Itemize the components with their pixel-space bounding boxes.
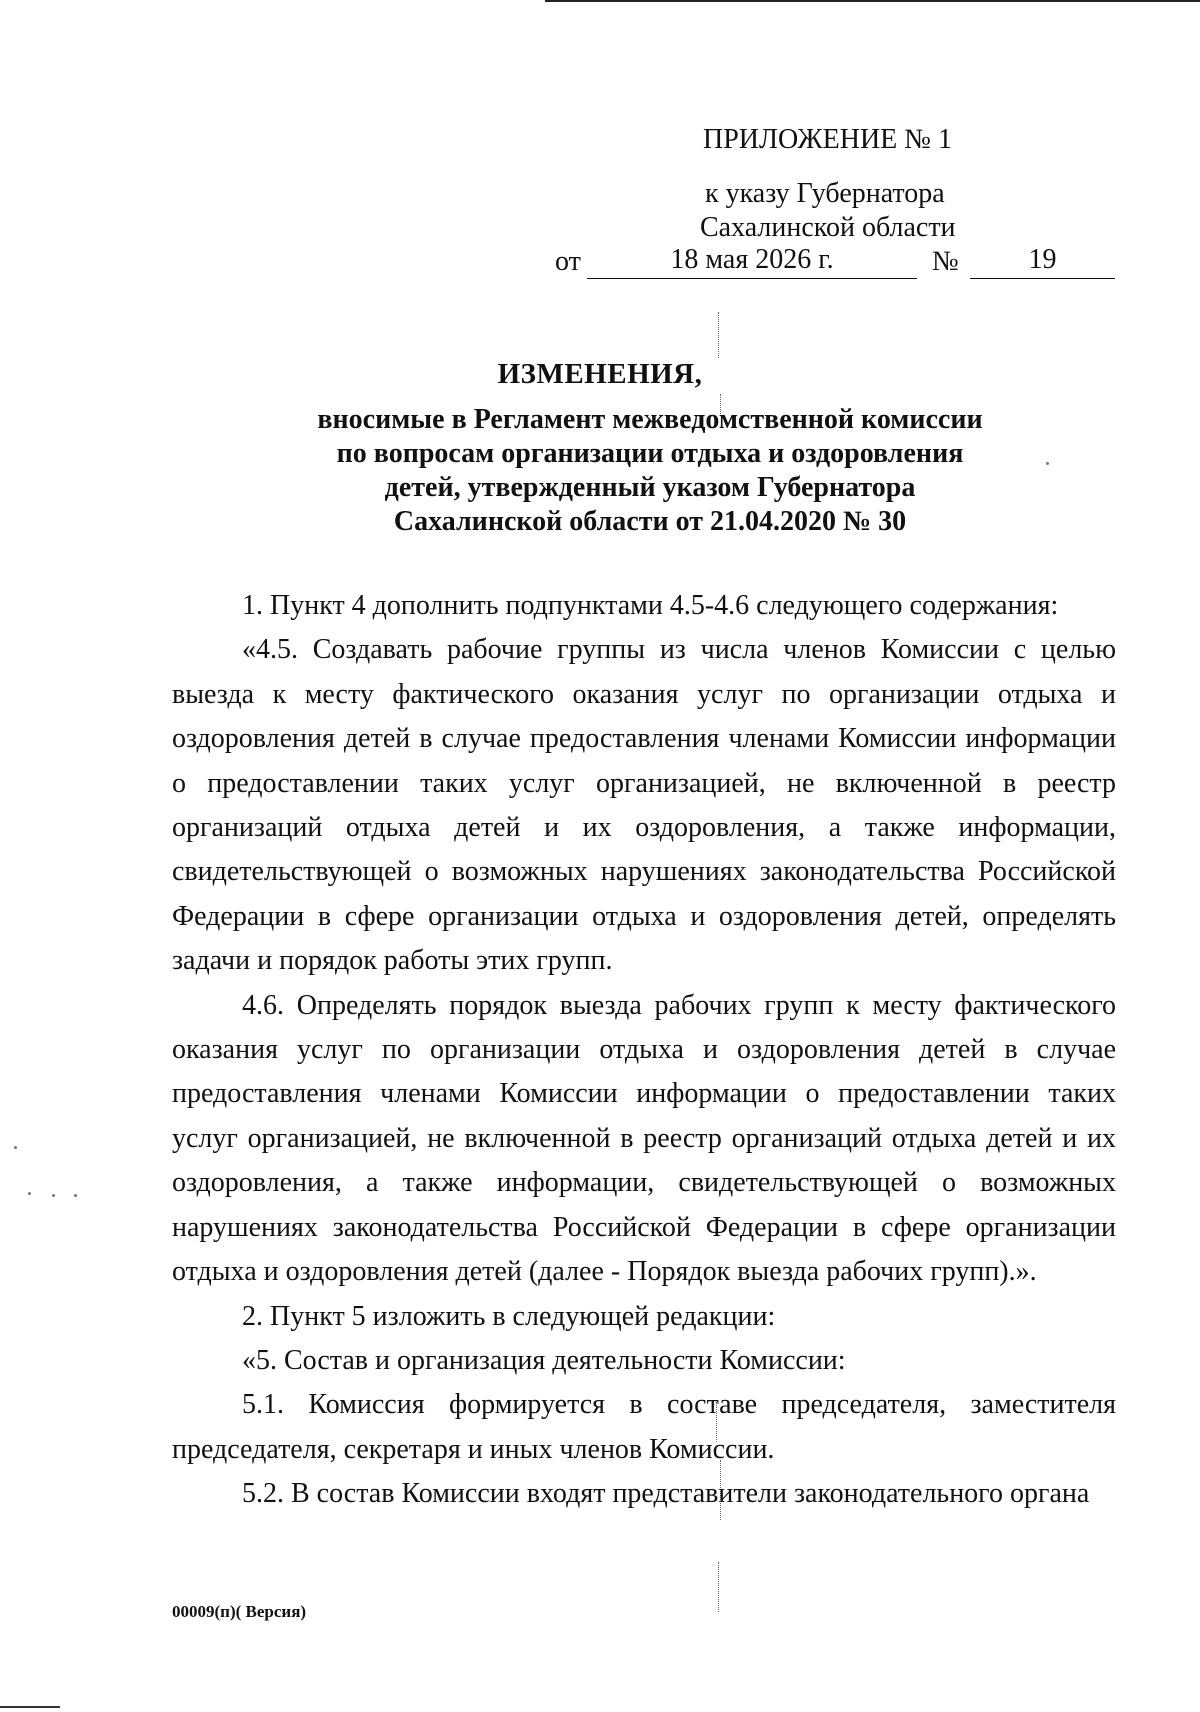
document-subtitle-line: вносимые в Регламент межведомственной комиссии [317, 404, 983, 435]
document-footer-code: 00009(п)( Версия) [172, 1602, 307, 1621]
paragraph: 4.6. Определять порядок выезда рабочих групп к месту фактического оказания услуг по организации отдыха и оздоровления детей в случае предоставления членами Комиссии информации о предоставлении таких услуг организацией, не включенной в реестр организаций отдыха детей и их оздоровления, а также информации, свидетельствующей о возможных нарушениях законодательства Российской Федерации в сфере организации отдыха и оздоровления детей (далее - Порядок выезда рабочих групп).». [172, 989, 1116, 1288]
fold-mark [718, 312, 719, 358]
decree-reference-line-1: к указу Губернатора [705, 178, 945, 209]
paragraph: 2. Пункт 5 изложить в следующей редакции: [242, 1300, 776, 1332]
document-title: ИЗМЕНЕНИЯ, [497, 358, 703, 390]
scan-speck [14, 1146, 17, 1149]
scan-edge-top [545, 0, 1200, 2]
decree-reference-line-2: Сахалинской области [700, 212, 956, 243]
document-subtitle-line: по вопросам организации отдыха и оздоровления [336, 438, 964, 469]
decree-number-label: № [932, 246, 959, 277]
scan-edge-bottom [0, 1706, 60, 1708]
fold-mark [718, 1562, 719, 1612]
scan-speck [74, 1194, 77, 1197]
appendix-title: ПРИЛОЖЕНИЕ № 1 [703, 124, 952, 155]
scan-speck [28, 1192, 31, 1195]
decree-number: 19 [970, 246, 1115, 279]
scan-speck [52, 1194, 55, 1197]
decree-date: 18 мая 2026 г. [587, 246, 917, 279]
paragraph: 5.2. В состав Комиссии входят представители законодательного органа [242, 1478, 1090, 1510]
paragraph: «5. Состав и организация деятельности Комиссии: [242, 1344, 846, 1376]
date-prefix: от [555, 246, 581, 277]
paragraph: «4.5. Создавать рабочие группы из числа членов Комиссии с целью выезда к месту фактического оказания услуг по организации отдыха и оздоровления детей в случае предоставления членами Комиссии информации о предоставлении таких услуг организацией, не включенной в реестр организаций отдыха детей и их оздоровления, а также информации, свидетельствующей о возможных нарушениях законодательства Российской Федерации в сфере организации отдыха и оздоровления детей, определять задачи и порядок работы этих групп. [172, 634, 1116, 977]
paragraph: 5.1. Комиссия формируется в составе председателя, заместителя председателя, секретаря и иных членов Комиссии. [172, 1389, 1116, 1465]
document-subtitle-line: Сахалинской области от 21.04.2020 № 30 [393, 506, 907, 537]
document-subtitle-line: детей, утвержденный указом Губернатора [384, 472, 916, 503]
document-body [172, 584, 1116, 1517]
paragraph: 1. Пункт 4 дополнить подпунктами 4.5-4.6 следующего содержания: [242, 590, 1059, 621]
